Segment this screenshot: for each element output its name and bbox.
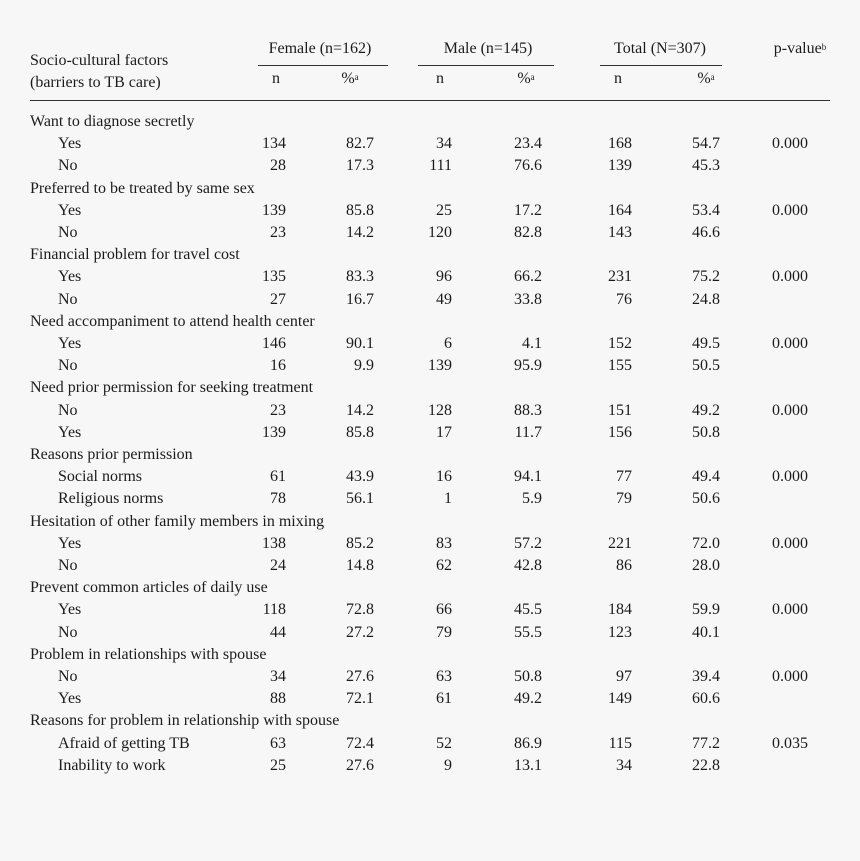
table-cell: 75.2: [692, 268, 720, 286]
total-group-header: Total (N=307): [614, 40, 706, 57]
table-cell: 60.6: [692, 690, 720, 708]
section-title: Want to diagnose secretly: [30, 113, 195, 130]
table-cell: 86.9: [514, 734, 542, 752]
table-cell: 50.6: [692, 490, 720, 508]
male-n-header: n: [436, 70, 444, 87]
section-title: Financial problem for travel cost: [30, 246, 240, 264]
table-cell: 79: [616, 490, 632, 508]
pvalue-header: p-value$^b$: [773, 40, 827, 57]
table-cell: 88: [270, 690, 286, 708]
total-group-rule: [600, 65, 722, 66]
table-cell: 50.5: [692, 357, 720, 375]
section-title: Problem in relationships with spouse: [30, 645, 267, 663]
table-cell: 27.6: [346, 668, 374, 685]
row-label: No: [58, 290, 78, 308]
table-cell: 11.7: [514, 423, 542, 441]
table-cell: 146: [262, 335, 286, 352]
row-label: Social norms: [58, 468, 142, 486]
table-cell: 5.9: [522, 490, 542, 508]
table-cell: 72.0: [692, 534, 720, 552]
table-cell: 24: [270, 557, 286, 574]
table-cell: 45.3: [692, 157, 720, 175]
p-value-cell: 0.000: [772, 534, 808, 552]
table-cell: 139: [608, 157, 632, 175]
table-cell: 27.2: [346, 623, 374, 641]
table-cell: 9: [444, 756, 452, 774]
table-cell: 63: [270, 734, 286, 752]
p-value-cell: 0.035: [772, 734, 808, 752]
table-cell: 184: [608, 601, 632, 619]
table-cell: 49: [436, 290, 452, 308]
row-label: Yes: [58, 423, 82, 441]
table-cell: 152: [608, 335, 632, 352]
factor-header-line2: (barriers to TB care): [30, 74, 161, 91]
table-cell: 85.8: [346, 423, 374, 441]
section-title: Reasons prior permission: [30, 446, 193, 463]
table-cell: 168: [608, 135, 632, 153]
table-cell: 43.9: [346, 468, 374, 486]
table-cell: 135: [262, 268, 286, 286]
row-label: Yes: [58, 135, 82, 153]
table-cell: 28.0: [692, 557, 720, 574]
table-cell: 61: [436, 690, 452, 708]
table-cell: 16: [436, 468, 452, 486]
row-label: Inability to work: [58, 756, 166, 774]
table-cell: 76: [616, 290, 632, 308]
table-cell: 56.1: [346, 490, 374, 508]
row-label: No: [58, 557, 78, 574]
p-value-cell: 0.000: [772, 135, 808, 153]
factor-header-line1: Socio-cultural factors: [30, 52, 169, 69]
table-cell: 17: [436, 423, 452, 441]
table-cell: 63: [436, 668, 452, 685]
table-cell: 22.8: [692, 756, 720, 774]
row-label: No: [58, 401, 78, 419]
table-cell: 164: [608, 201, 632, 219]
row-label: Yes: [58, 268, 82, 286]
table-cell: 45.5: [514, 601, 542, 619]
table-cell: 53.4: [692, 201, 720, 219]
row-label: No: [58, 668, 78, 685]
table-cell: 77.2: [692, 734, 720, 752]
table-cell: 88.3: [514, 401, 542, 419]
table-cell: 28: [270, 157, 286, 175]
table-cell: 16: [270, 357, 286, 375]
table-cell: 128: [428, 401, 452, 419]
section-title: Preferred to be treated by same sex: [30, 179, 255, 197]
section-title: Need prior permission for seeking treatment: [30, 379, 314, 397]
table-cell: 14.2: [346, 401, 374, 419]
table-cell: 77: [616, 468, 632, 486]
table-cell: 4.1: [522, 335, 542, 352]
table-cell: 96: [436, 268, 452, 286]
table-cell: 83: [436, 534, 452, 552]
table-cell: 6: [444, 335, 452, 352]
table-cell: 97: [616, 668, 632, 685]
table-cell: 40.1: [692, 623, 720, 641]
table-cell: 78: [270, 490, 286, 508]
table-cell: 123: [608, 623, 632, 641]
p-value-cell: 0.000: [772, 668, 808, 685]
table-cell: 49.5: [692, 335, 720, 352]
table-cell: 23: [270, 401, 286, 419]
table-cell: 16.7: [346, 290, 374, 308]
table-cell: 134: [262, 135, 286, 153]
table-cell: 44: [270, 623, 286, 641]
table-cell: 54.7: [692, 135, 720, 153]
female-group-rule: [258, 65, 388, 66]
table-cell: 83.3: [346, 268, 374, 286]
table-cell: 34: [270, 668, 286, 685]
table-cell: 14.2: [346, 224, 374, 241]
row-label: Yes: [58, 601, 82, 619]
table-cell: 50.8: [692, 423, 720, 441]
table-cell: 138: [262, 534, 286, 552]
table-cell: 39.4: [692, 668, 720, 685]
row-label: No: [58, 224, 78, 241]
table-cell: 120: [428, 224, 452, 241]
p-value-cell: 0.000: [772, 468, 808, 486]
row-label: Yes: [58, 201, 82, 219]
table-cell: 46.6: [692, 224, 720, 241]
row-label: Afraid of getting TB: [58, 734, 190, 752]
row-label: No: [58, 623, 78, 641]
table-cell: 90.1: [346, 335, 374, 352]
table-cell: 111: [429, 157, 452, 175]
table-cell: 155: [608, 357, 632, 375]
table-cell: 139: [428, 357, 452, 375]
total-pct-header: %$^a$: [697, 70, 715, 87]
table-cell: 221: [608, 534, 632, 552]
row-label: Yes: [58, 335, 82, 352]
table-cell: 149: [608, 690, 632, 708]
table-cell: 61: [270, 468, 286, 486]
table-cell: 94.1: [514, 468, 542, 486]
female-n-header: n: [272, 70, 280, 87]
table-cell: 34: [436, 135, 452, 153]
table-cell: 34: [616, 756, 632, 774]
total-n-header: n: [614, 70, 622, 87]
header-bottom-rule: [30, 100, 830, 101]
table-cell: 50.8: [514, 668, 542, 685]
table-cell: 82.8: [514, 224, 542, 241]
table-cell: 72.4: [346, 734, 374, 752]
table-cell: 79: [436, 623, 452, 641]
table-cell: 23: [270, 224, 286, 241]
table-cell: 76.6: [514, 157, 542, 175]
section-title: Prevent common articles of daily use: [30, 579, 268, 597]
table-cell: 59.9: [692, 601, 720, 619]
p-value-cell: 0.000: [772, 268, 808, 286]
table-cell: 25: [436, 201, 452, 219]
table-cell: 27.6: [346, 756, 374, 774]
table-cell: 17.2: [514, 201, 542, 219]
table-cell: 86: [616, 557, 632, 574]
table-cell: 62: [436, 557, 452, 574]
p-value-cell: 0.000: [772, 201, 808, 219]
table-cell: 118: [262, 601, 286, 619]
table-cell: 27: [270, 290, 286, 308]
table-cell: 139: [262, 423, 286, 441]
row-label: Yes: [58, 690, 82, 708]
table-cell: 49.4: [692, 468, 720, 486]
table-cell: 23.4: [514, 135, 542, 153]
table-cell: 1: [444, 490, 452, 508]
table-cell: 25: [270, 756, 286, 774]
p-value-cell: 0.000: [772, 401, 808, 419]
table-cell: 72.1: [346, 690, 374, 708]
table-cell: 17.3: [346, 157, 374, 175]
female-pct-header: %$^a$: [341, 70, 359, 87]
table-cell: 151: [608, 401, 632, 419]
table-cell: 66.2: [514, 268, 542, 286]
table-cell: 49.2: [514, 690, 542, 708]
table-cell: 139: [262, 201, 286, 219]
row-label: Yes: [58, 534, 82, 552]
table-cell: 55.5: [514, 623, 542, 641]
table-cell: 85.8: [346, 201, 374, 219]
male-group-header: Male (n=145): [443, 40, 533, 57]
table-cell: 143: [608, 224, 632, 241]
row-label: No: [58, 157, 78, 175]
table-cell: 14.8: [346, 557, 374, 574]
table-cell: 72.8: [346, 601, 374, 619]
table-cell: 49.2: [692, 401, 720, 419]
table-cell: 57.2: [514, 534, 542, 552]
table-cell: 24.8: [692, 290, 720, 308]
table-cell: 52: [436, 734, 452, 752]
table-cell: 231: [608, 268, 632, 286]
row-label: Religious norms: [58, 490, 164, 508]
male-group-rule: [418, 65, 554, 66]
female-group-header: Female (n=162): [268, 40, 372, 57]
table-cell: 33.8: [514, 290, 542, 308]
p-value-cell: 0.000: [772, 335, 808, 352]
table-cell: 42.8: [514, 557, 542, 574]
table-cell: 66: [436, 601, 452, 619]
section-title: Reasons for problem in relationship with spouse: [30, 712, 340, 730]
section-title: Need accompaniment to attend health center: [30, 312, 315, 330]
section-title: Hesitation of other family members in mixing: [30, 512, 325, 530]
male-pct-header: %$^a$: [517, 70, 535, 87]
table-cell: 9.9: [354, 357, 374, 375]
table-cell: 13.1: [514, 756, 542, 774]
p-value-cell: 0.000: [772, 601, 808, 619]
table-cell: 95.9: [514, 357, 542, 375]
table-cell: 156: [608, 423, 632, 441]
row-label: No: [58, 357, 78, 375]
table-cell: 85.2: [346, 534, 374, 552]
table-cell: 82.7: [346, 135, 374, 153]
table-cell: 115: [608, 734, 632, 752]
